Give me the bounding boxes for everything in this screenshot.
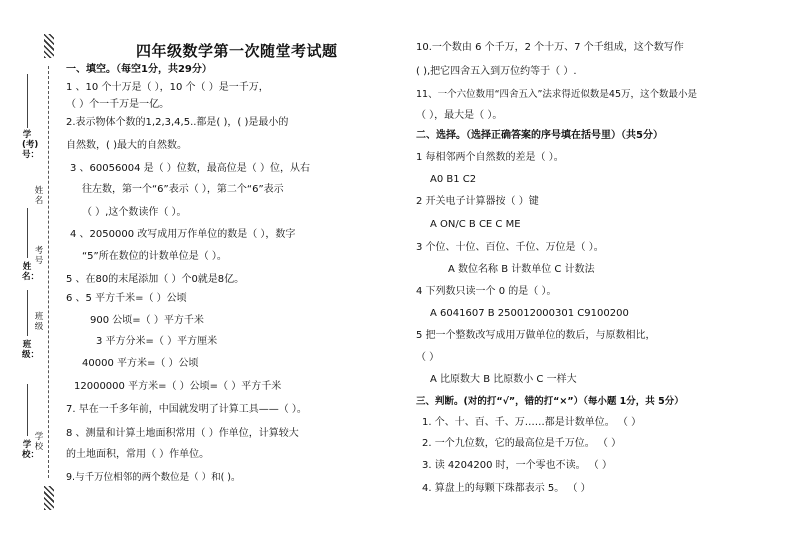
- label-school: 学校：: [22, 440, 40, 460]
- question-line: 11、一个六位数用“四舍五入”法求得近似数是45万，这个数最小是: [416, 89, 698, 100]
- label-class-small: 班级: [34, 312, 44, 332]
- question-line: 9.与千万位相邻的两个数位是（ ）和( )。: [66, 472, 241, 483]
- option-line: A0 B1 C2: [430, 174, 477, 185]
- binding-hatch-top: [44, 34, 54, 58]
- label-name-small: 姓名: [34, 186, 44, 206]
- question-line: 4. 算盘上的每颗下珠都表示 5。 （ ）: [422, 483, 591, 494]
- question-line: 40000 平方米=（ ）公顷: [82, 358, 199, 369]
- section-judge-header: 三、判断。(对的打“√”，错的打“×”）（每小题 1分，共 5分）: [416, 396, 684, 407]
- option-line: A 6041607 B 250012000301 C9100200: [430, 308, 629, 319]
- question-line: 6 、5 平方千米=（ ）公顷: [66, 293, 187, 304]
- question-line: 的土地面积，常用（ ）作单位。: [66, 449, 210, 460]
- question-line: 2. 一个九位数，它的最高位是千万位。 （ ）: [422, 438, 622, 449]
- question-line: 3 个位、十位、百位、千位、万位是（ ）。: [416, 242, 604, 253]
- question-line: 900 公顷=（ ）平方千米: [90, 315, 204, 326]
- question-line: “5”所在数位的计数单位是（ ）。: [82, 251, 227, 262]
- question-line: 1. 个、十、百、千、万……都是计数单位。 （ ）: [422, 417, 642, 428]
- question-line: 3 平方分米=（ ）平方厘米: [96, 336, 218, 347]
- question-line: 2.表示物体个数的1,2,3,4,5..都是( )，( )是最小的: [66, 117, 289, 128]
- option-line: A ON/C B CE C ME: [430, 219, 521, 230]
- question-line: （ ），最大是（ ）。: [416, 110, 503, 121]
- binding-strip: [0, 0, 62, 548]
- question-line: 10.一个数由 6 个千万，2 个十万、7 个千组成，这个数写作: [416, 42, 684, 53]
- question-line: 1 、10 个十万是（ ），10 个（ ）是一千万，: [66, 82, 269, 93]
- question-line: 往左数，第一个“6”表示（ ），第二个“6”表示: [82, 184, 284, 195]
- line-school: [27, 384, 28, 436]
- option-line: A 数位名称 B 计数单位 C 计数法: [448, 264, 595, 275]
- question-line: 3 、60056004 是（ ）位数，最高位是（ ）位，从右: [70, 163, 310, 174]
- question-line: 8 、测量和计算土地面积常用（ ）作单位，计算较大: [66, 428, 299, 439]
- line-student-number: [27, 74, 28, 128]
- question-line: （ ）: [416, 352, 440, 363]
- question-line: 2 开关电子计算器按（ ）键: [416, 196, 539, 207]
- section-choice-header: 二、选择。（选择正确答案的序号填在括号里）（共5分）: [416, 130, 663, 141]
- label-class: 班级：: [22, 340, 40, 360]
- question-line: 3. 读 4204200 时，一个零也不读。 （ ）: [422, 460, 612, 471]
- question-line: 4 下列数只读一个 0 的是（ ）。: [416, 286, 557, 297]
- question-line: （ ）个一千万是一亿。: [66, 99, 170, 110]
- line-name: [27, 208, 28, 258]
- label-exam-number: 考号: [34, 246, 44, 266]
- question-line: （ ）,这个数读作（ ）。: [82, 207, 187, 218]
- question-line: 5 、在80的末尾添加（ ）个0就是8亿。: [66, 274, 245, 285]
- binding-dashed-line: [48, 66, 49, 478]
- question-line: ( ),把它四舍五入到万位约等于（ ）.: [416, 66, 577, 77]
- label-name: 姓名：: [22, 262, 40, 282]
- exam-title: 四年级数学第一次随堂考试题: [136, 42, 338, 60]
- option-line: A 比原数大 B 比原数小 C 一样大: [430, 374, 577, 385]
- question-line: 1 每相邻两个自然数的差是（ ）。: [416, 152, 564, 163]
- label-student-number: 学(考)号：: [22, 130, 40, 160]
- label-school-small: 学校: [34, 432, 44, 452]
- question-line: 5 把一个整数改写成用万做单位的数后，与原数相比，: [416, 330, 656, 341]
- line-class: [27, 290, 28, 336]
- binding-hatch-bottom: [44, 486, 54, 510]
- section-fill-header: 一、填空。（每空1分，共29分）: [66, 64, 212, 75]
- question-line: 7. 早在一千多年前，中国就发明了计算工具——（ ）。: [66, 404, 307, 415]
- question-line: 自然数，( )最大的自然数。: [66, 140, 187, 151]
- question-line: 12000000 平方米=（ ）公顷=（ ）平方千米: [74, 381, 282, 392]
- question-line: 4 、2050000 改写成用万作单位的数是（ ），数字: [70, 229, 296, 240]
